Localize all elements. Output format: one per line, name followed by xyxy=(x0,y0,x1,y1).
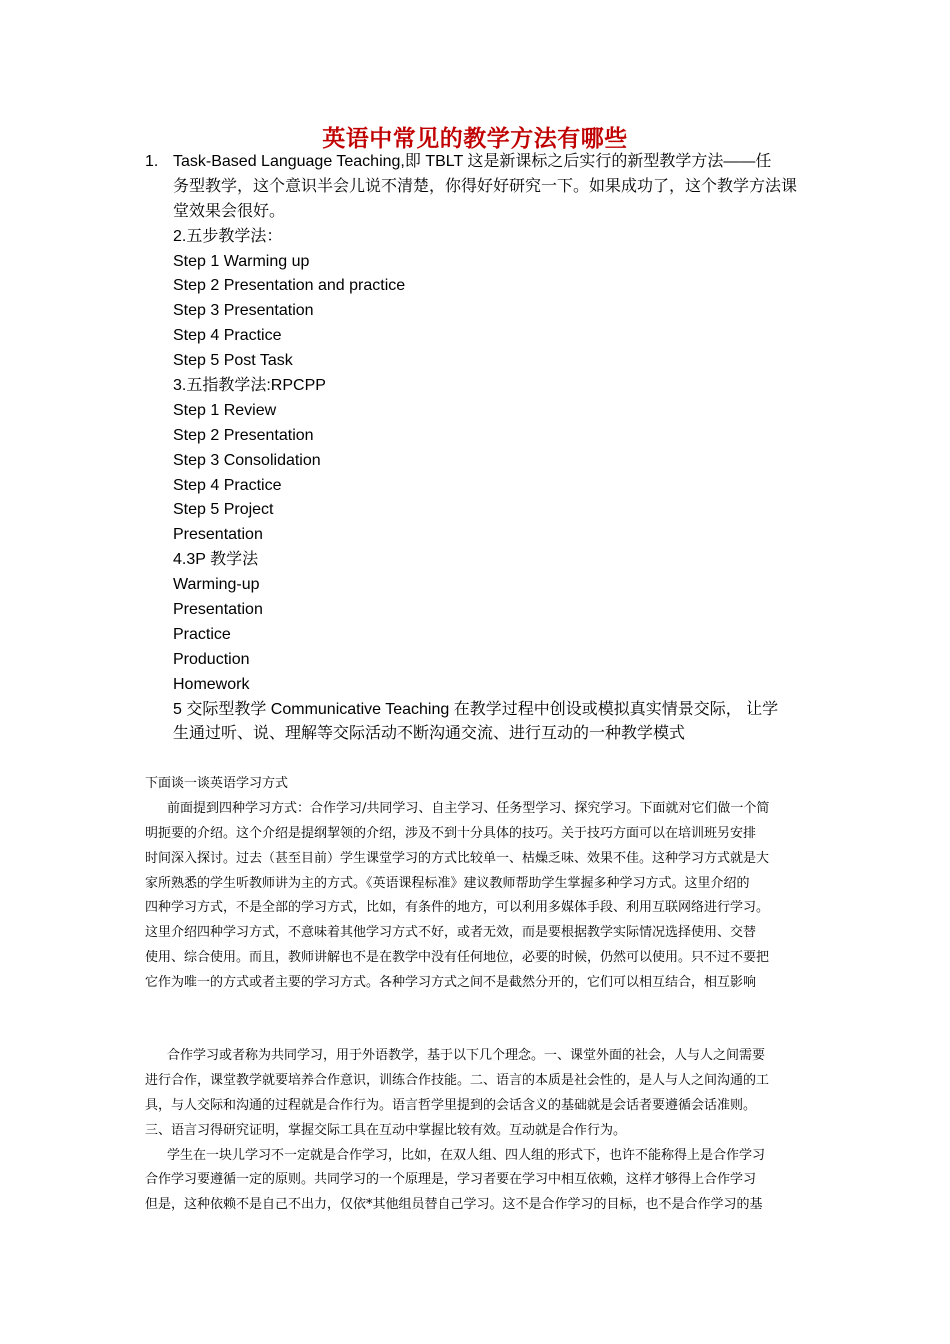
paragraph-line: 前面提到四种学习方式：合作学习/共同学习、自主学习、任务型学习、探究学习。下面就对它们做一个简 xyxy=(167,800,770,816)
list-line: 生通过听、说、理解等交际活动不断沟通交流、进行互动的一种教学模式 xyxy=(173,725,686,743)
paragraph-line: 使用、综合使用。而且，教师讲解也不是在教学中没有任何地位，必要的时候，仍然可以使用。只不过不要把 xyxy=(145,950,770,966)
list-line: Task-Based Language Teaching,即 TBLT 这是新课标之后实行的新型教学方法——任 xyxy=(173,153,772,170)
list-line: Step 5 Post Task xyxy=(173,352,293,370)
list-number: 1. xyxy=(145,153,159,170)
paragraph-line: 进行合作，课堂教学就要培养合作意识，训练合作技能。二、语言的本质是社会性的，是人与人之间沟通的工 xyxy=(145,1072,770,1088)
list-body xyxy=(173,150,813,747)
list-line: 3.五指教学法:RPCPP xyxy=(173,377,326,395)
paragraph-line: 四种学习方式，不是全部的学习方式，比如，有条件的地方，可以利用多媒体手段、利用互联网络进行学习。 xyxy=(145,900,770,916)
section-heading: 下面谈一谈英语学习方式 xyxy=(145,776,289,791)
list-line: Practice xyxy=(173,625,231,643)
list-line: 务型教学，这个意识半会儿说不清楚，你得好好研究一下。如果成功了，这个教学方法课 xyxy=(173,177,798,195)
paragraph-line: 家所熟悉的学生听教师讲为主的方式。《英语课程标准》建议教师帮助学生掌握多种学习方式。这里介绍的 xyxy=(145,875,750,891)
list-line: Step 5 Project xyxy=(173,501,274,519)
paragraph-line: 学生在一块儿学习不一定就是合作学习，比如，在双人组、四人组的形式下，也许不能称得上是合作学习 xyxy=(167,1147,766,1163)
paragraph-line: 明扼要的介绍。这个介绍是提纲挈领的介绍，涉及不到十分具体的技巧。关于技巧方面可以在培训班另安排 xyxy=(145,825,757,841)
paragraph-line: 合作学习要遵循一定的原则。共同学习的一个原理是，学习者要在学习中相互依赖，这样才够得上合作学习 xyxy=(145,1172,757,1188)
list-line: Production xyxy=(173,650,250,668)
list-line: Step 2 Presentation and practice xyxy=(173,277,406,295)
list-line: Step 3 Presentation xyxy=(173,302,314,320)
list-line: 2.五步教学法： xyxy=(173,227,283,245)
list-line: 5 交际型教学 Communicative Teaching 在教学过程中创设或模拟真实情景交际， 让学 xyxy=(173,700,779,718)
list-line: 堂效果会很好。 xyxy=(173,202,286,220)
paragraph-line: 时间深入探讨。过去（甚至目前）学生课堂学习的方式比较单一、枯燥乏味、效果不佳。这种学习方式就是大 xyxy=(145,850,770,866)
list-line: Step 1 Review xyxy=(173,401,277,419)
list-line: Step 4 Practice xyxy=(173,476,282,494)
paragraph-line: 但是，这种依赖不是自己不出力，仅依*其他组员替自己学习。这不是合作学习的目标，也不是合作学习的基 xyxy=(145,1197,763,1213)
list-line: Step 3 Consolidation xyxy=(173,451,321,469)
cooperative-learning-section xyxy=(145,1044,811,1218)
learning-methods-section xyxy=(145,772,811,996)
list-line: Warming-up xyxy=(173,576,260,594)
list-line: Step 1 Warming up xyxy=(173,252,310,270)
list-line: Presentation xyxy=(173,601,263,619)
paragraph-line: 合作学习或者称为共同学习，用于外语教学，基于以下几个理念。一、课堂外面的社会，人与人之间需要 xyxy=(167,1048,766,1063)
document-title: 英语中常见的教学方法有哪些 xyxy=(322,125,628,152)
paragraph-line: 这里介绍四种学习方式，不意味着其他学习方式不好，或者无效，而是要根据教学实际情况选择使用、交替 xyxy=(145,925,757,941)
list-line: Homework xyxy=(173,675,250,693)
list-line: Step 2 Presentation xyxy=(173,426,314,444)
paragraph-line: 它作为唯一的方式或者主要的学习方式。各种学习方式之间不是截然分开的，它们可以相互结合，相互影响 xyxy=(145,975,757,991)
list-line: Step 4 Practice xyxy=(173,327,282,345)
paragraph-line: 三、语言习得研究证明，掌握交际工具在互动中掌握比较有效。互动就是合作行为。 xyxy=(145,1122,627,1138)
paragraph-line: 具，与人交际和沟通的过程就是合作行为。语言哲学里提到的会话含义的基础就是会话者要遵循会话准则。 xyxy=(145,1097,757,1113)
list-line: 4.3P 教学法 xyxy=(173,551,259,569)
list-line: Presentation xyxy=(173,526,263,544)
